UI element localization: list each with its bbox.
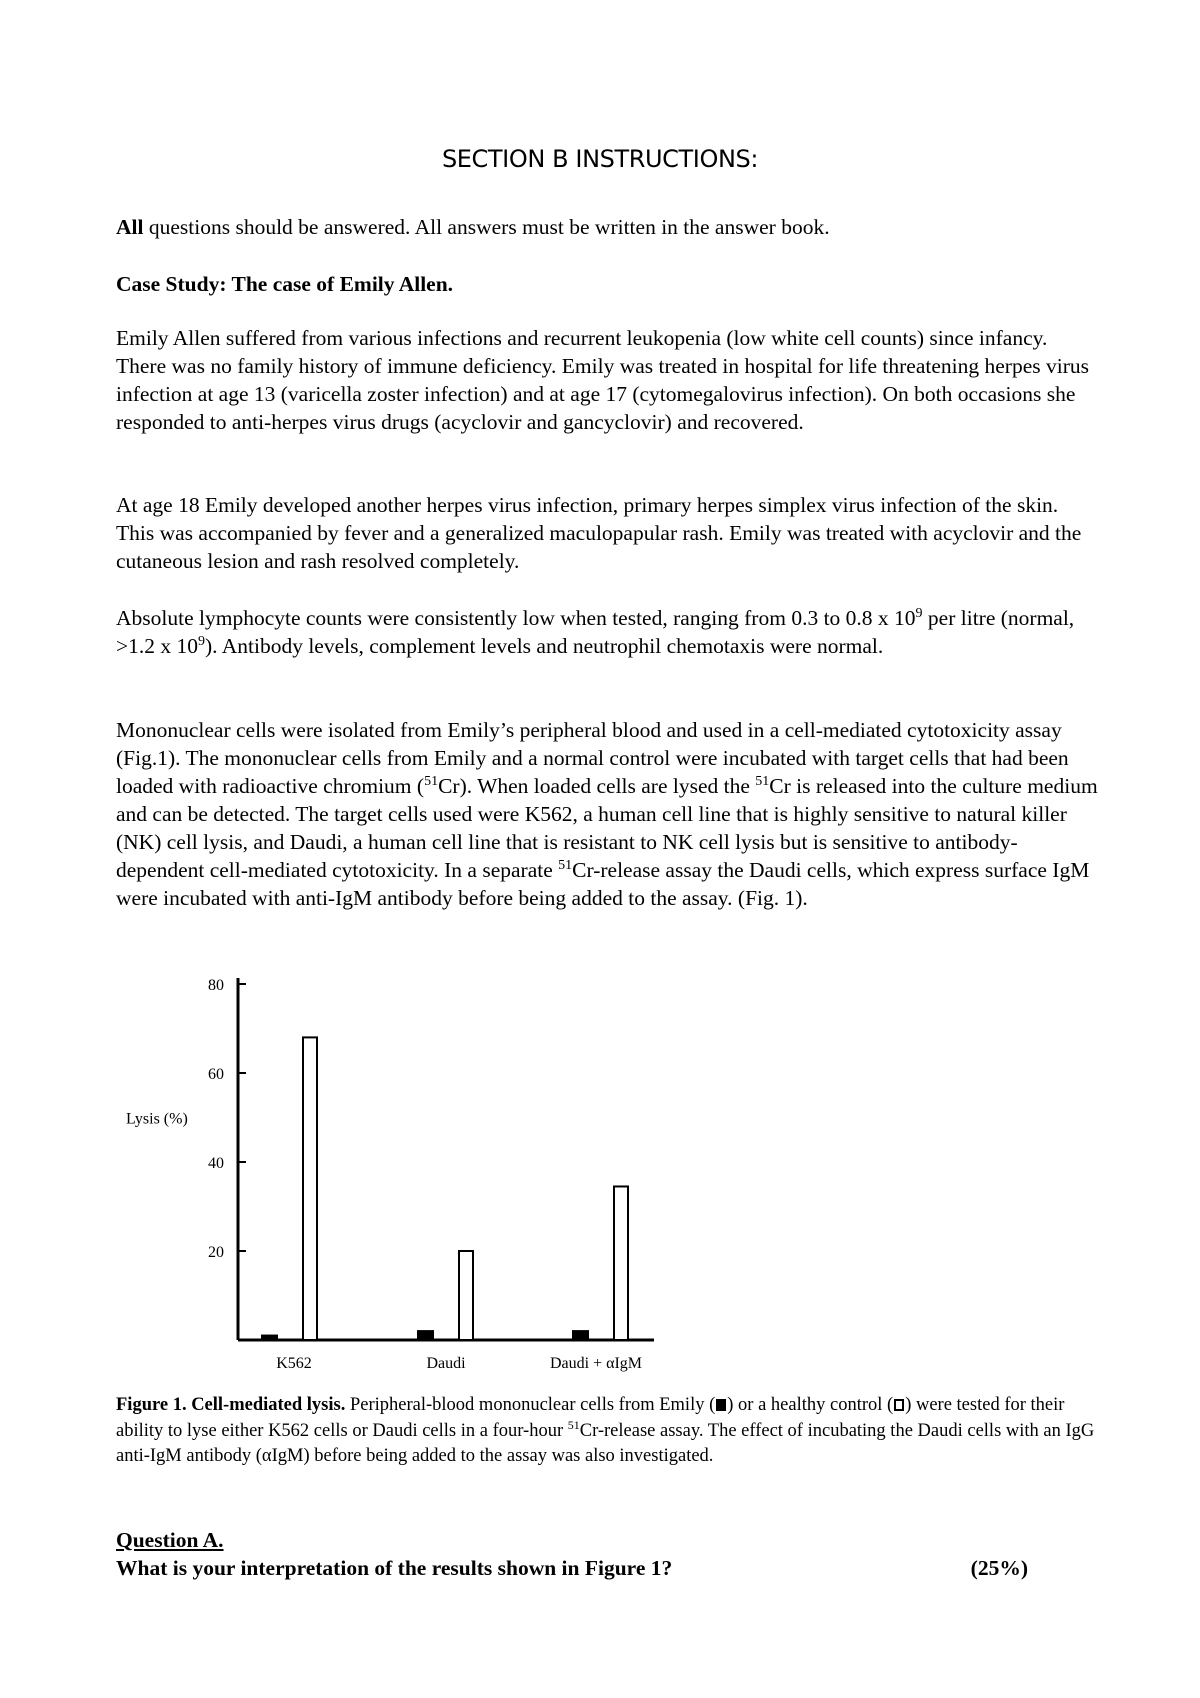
case-title [116, 270, 1100, 298]
paragraph-3-part: Absolute lymphocyte counts were consistently low when tested, ranging from 0.3 to 0.8 x 10 [116, 606, 916, 630]
question-weight: (25%) [970, 1556, 1028, 1580]
paragraph-1 [116, 324, 1100, 436]
caption-part: ) were tested for their ability to lyse either K562 cells or Daudi cells in a four-hour [116, 1395, 1065, 1441]
lysis-bar-chart [116, 968, 696, 1378]
bar-emily [573, 1331, 588, 1340]
instructions-bold: All [116, 215, 144, 239]
paragraph-1-text: Emily Allen suffered from various infections and recurrent leukopenia (low white cell counts) since infancy. There was no family history of immune deficiency. Emily was treated in hospital for life threatening herpes virus infection at age 13 (varicella zoster infection) and at age 17 (cytomegalovirus infection). On both occasions she responded to anti-herpes virus drugs (acyclovir and gancyclovir) and recovered. [116, 326, 1089, 434]
question-text: What is your interpretation of the results shown in Figure 1? [116, 1556, 673, 1580]
paragraph-4-part: Cr). When loaded cells are lysed the [438, 774, 756, 798]
bar-emily [418, 1331, 433, 1340]
paragraph-4-part: Mononuclear cells were isolated from Emily’s peripheral blood and used in a cell-mediated cytotoxicity assay (Fig.1). The mononuclear cells from Emily and a normal control were incubated with target cells that had been loaded with radioactive chromium ( [116, 718, 1069, 798]
instructions-text: questions should be answered. All answers must be written in the answer book. [143, 215, 830, 239]
caption-part: Peripheral-blood mononuclear cells from Emily ( [345, 1395, 716, 1415]
bar-emily [262, 1336, 277, 1340]
y-axis-label: Lysis (%) [126, 1110, 188, 1128]
paragraph-3-part: per litre (normal, >1.2 x 10 [116, 606, 1075, 658]
caption-title: Figure 1. Cell-mediated lysis. [116, 1395, 346, 1415]
x-category-label: K562 [276, 1355, 312, 1372]
paragraph-3-part: ). Antibody levels, complement levels and neutrophil chemotaxis were normal. [205, 634, 884, 658]
bar-control [614, 1186, 628, 1340]
paragraph-2-text: At age 18 Emily developed another herpes virus infection, primary herpes simplex virus infection of the skin. This was accompanied by fever and a generalized maculopapular rash. Emily was treated with acyclovir and the cutaneous lesion and rash resolved completely. [116, 493, 1082, 573]
caption-part: ) or a healthy control ( [727, 1395, 894, 1415]
filled-square-icon [716, 1399, 726, 1411]
superscript: 9 [198, 633, 206, 649]
bar-control [459, 1251, 473, 1340]
superscript: 51 [558, 857, 573, 873]
caption-part: Cr-release assay. The effect of incubating the Daudi cells with an IgG anti-IgM antibody (αIgM) before being added to the assay was also investigated. [116, 1420, 1095, 1466]
x-category-label: Daudi [426, 1355, 466, 1372]
x-category-label: Daudi + αIgM [549, 1355, 643, 1372]
figure-caption [116, 1393, 1100, 1470]
bar-control [303, 1037, 317, 1340]
section-heading: SECTION B INSTRUCTIONS: [441, 145, 759, 173]
y-tick-label: 80 [208, 977, 224, 994]
superscript: 51 [567, 1417, 580, 1432]
open-square-icon [894, 1399, 904, 1411]
superscript: 9 [915, 605, 923, 621]
instructions [116, 213, 1100, 241]
y-tick-label: 20 [208, 1244, 224, 1261]
paragraph-2 [116, 491, 1100, 575]
paragraph-3 [116, 604, 1100, 660]
paragraph-4 [116, 716, 1100, 912]
y-tick-label: 40 [208, 1155, 224, 1172]
paragraph-4-part: Cr is released into the culture medium and can be detected. The target cells used were K562, a human cell line that is highly sensitive to natural killer (NK) cell lysis, and Daudi, a human cell line that is resistant to NK cell lysis but is sensitive to antibody-dependent cell-mediated cytotoxicity. In a separate [116, 774, 1098, 882]
y-tick-label: 60 [208, 1066, 224, 1083]
question-label: Question A. [116, 1528, 224, 1552]
paragraph-4-part: Cr-release assay the Daudi cells, which express surface IgM were incubated with anti-IgM antibody before being added to the assay. (Fig. 1). [116, 858, 1090, 910]
question-block [116, 1526, 1100, 1582]
case-title-text: Case Study: The case of Emily Allen. [116, 272, 454, 296]
superscript: 51 [755, 773, 770, 789]
superscript: 51 [424, 773, 439, 789]
